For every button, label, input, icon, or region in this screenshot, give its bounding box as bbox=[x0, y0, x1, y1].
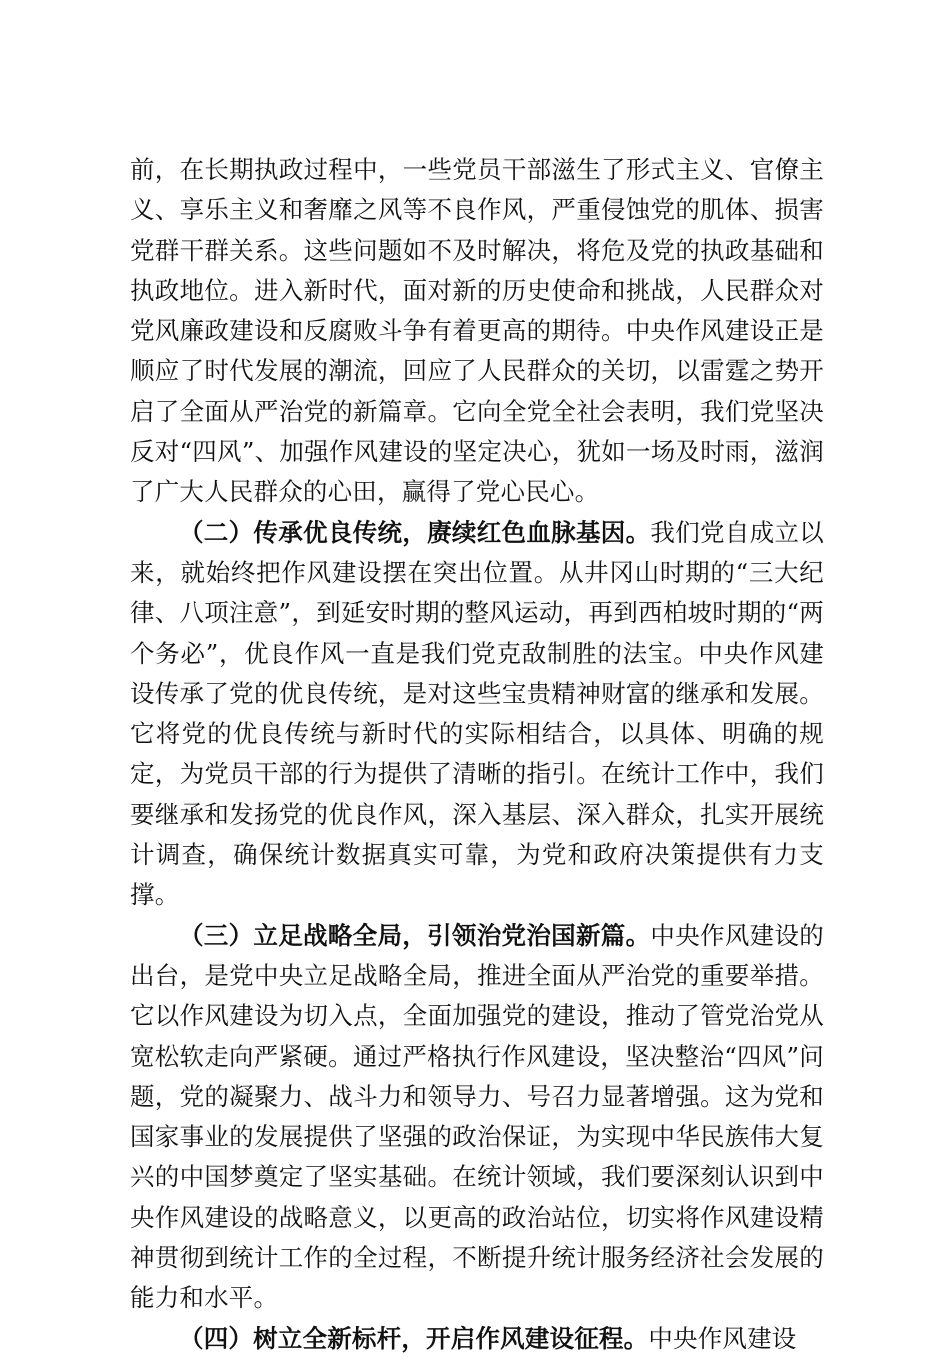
document-body bbox=[130, 150, 824, 1359]
section-heading: （二）传承优良传统，赓续红色血脉基因。 bbox=[179, 517, 651, 547]
paragraph-text: 中央作风建设的出台，是党中央立足战略全局，推进全面从严治党的重要举措。它以作风建设为切入点，全面加强党的建设，推动了管党治党从宽松软走向严紧硬。通过严格执行作风建设，坚决整治“四风”问题，党的凝聚力、战斗力和领导力、号召力显著增强。这为党和国家事业的发展提供了坚强的政治保证，为实现中华民族伟大复兴的中国梦奠定了坚实基础。在统计领域，我们要深刻认识到中央作风建设的战略意义，以更高的政治站位，切实将作风建设精神贯彻到统计工作的全过程，不断提升统计服务经济社会发展的能力和水平。 bbox=[130, 920, 824, 1313]
paragraph-section-4 bbox=[130, 1319, 824, 1359]
section-heading: （三）立足战略全局，引领治党治国新篇。 bbox=[179, 920, 651, 950]
section-heading: （四）树立全新标杆，开启作风建设征程。 bbox=[179, 1323, 649, 1353]
paragraph-text: 前，在长期执政过程中，一些党员干部滋生了形式主义、官僚主义、享乐主义和奢靡之风等不良作风，严重侵蚀党的肌体、损害党群干群关系。这些问题如不及时解决，将危及党的执政基础和执政地位。进入新时代，面对新的历史使命和挑战，人民群众对党风廉政建设和反腐败斗争有着更高的期待。中央作风建设正是顺应了时代发展的潮流，回应了人民群众的关切，以雷霆之势开启了全面从严治党的新篇章。它向全党全社会表明，我们党坚决反对“四风”、加强作风建设的坚定决心，犹如一场及时雨，滋润了广大人民群众的心田，赢得了党心民心。 bbox=[130, 155, 824, 507]
paragraph-continuation bbox=[130, 150, 824, 513]
paragraph-text: 我们党自成立以来，就始终把作风建设摆在突出位置。从井冈山时期的“三大纪律、八项注意”，到延安时期的整风运动，再到西柏坡时期的“两个务必”，优良作风一直是我们党克敌制胜的法宝。中央作风建设传承了党的优良传统，是对这些宝贵精神财富的继承和发展。它将党的优良传统与新时代的实际相结合，以具体、明确的规定，为党员干部的行为提供了清晰的指引。在统计工作中，我们要继承和发扬党的优良作风，深入基层、深入群众，扎实开展统计调查，确保统计数据真实可靠，为党和政府决策提供有力支撑。 bbox=[130, 517, 824, 910]
paragraph-section-3 bbox=[130, 916, 824, 1319]
paragraph-section-2 bbox=[130, 513, 824, 916]
paragraph-text: 中央作风建设 bbox=[648, 1323, 797, 1353]
